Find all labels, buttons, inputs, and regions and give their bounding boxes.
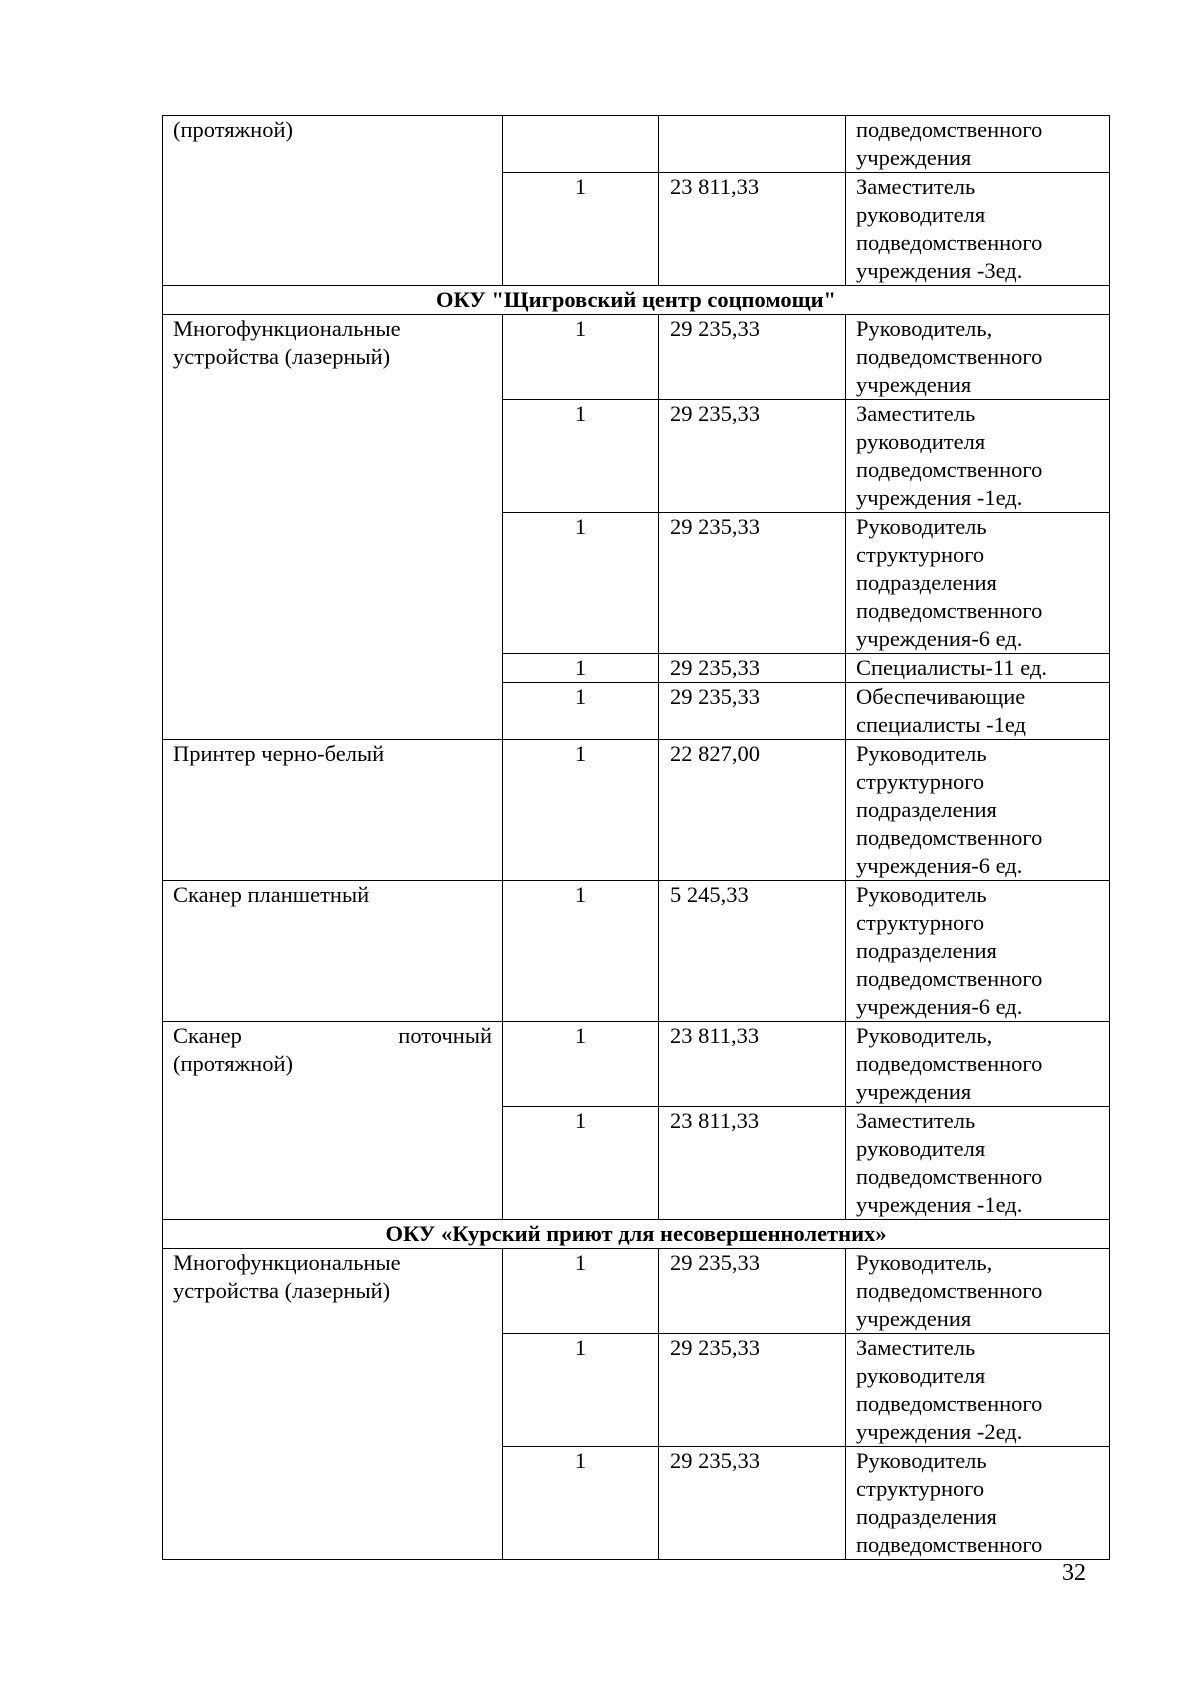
position-cell: Руководитель, подведомственного учреждения [846,315,1110,400]
table-row [163,1249,1110,1334]
item-name-line1 [173,1022,492,1050]
qty-cell: 1 [503,1249,659,1334]
item-name-cell: Принтер черно-белый [163,740,503,881]
price-cell [659,116,846,173]
qty-cell: 1 [503,1022,659,1107]
position-cell: Специалисты-11 ед. [846,654,1110,683]
price-cell: 22 827,00 [659,740,846,881]
position-cell: Обеспечивающие специалисты -1ед [846,683,1110,740]
price-cell: 29 235,33 [659,1249,846,1334]
position-cell: Заместитель руководителя подведомственного учреждения -2ед. [846,1334,1110,1447]
position-cell: Заместитель руководителя подведомственного учреждения -1ед. [846,400,1110,513]
qty-cell: 1 [503,683,659,740]
qty-cell: 1 [503,1107,659,1220]
price-cell: 23 811,33 [659,1022,846,1107]
item-word: поточный [398,1023,492,1048]
qty-cell: 1 [503,1334,659,1447]
price-cell: 29 235,33 [659,683,846,740]
qty-cell [503,116,659,173]
position-cell: Руководитель структурного подразделения подведомственного учреждения-6 ед. [846,740,1110,881]
position-cell: Руководитель, подведомственного учреждения [846,1249,1110,1334]
section-header-row [163,1220,1110,1249]
section-title: ОКУ "Щигровский центр соцпомощи" [163,286,1110,315]
table-row [163,740,1110,881]
item-name-cell: (протяжной) [163,116,503,286]
qty-cell: 1 [503,173,659,286]
item-word: Сканер [173,1023,242,1048]
price-cell: 23 811,33 [659,1107,846,1220]
table-row [163,315,1110,400]
section-title: ОКУ «Курский приют для несовершеннолетних» [163,1220,1110,1249]
item-name-cell: Многофункциональные устройства (лазерный) [163,1249,503,1560]
item-name-line2: (протяжной) [173,1051,293,1076]
page-number: 32 [1062,1560,1086,1586]
item-name-cell: Сканер планшетный [163,881,503,1022]
position-cell: Руководитель структурного подразделения подведомственного учреждения-6 ед. [846,881,1110,1022]
equipment-norms-table [162,115,1110,1560]
qty-cell: 1 [503,400,659,513]
section-header-row [163,286,1110,315]
position-cell: Руководитель, подведомственного учреждения [846,1022,1110,1107]
price-cell: 29 235,33 [659,513,846,654]
position-cell: Заместитель руководителя подведомственного учреждения -3ед. [846,173,1110,286]
price-cell: 29 235,33 [659,1447,846,1560]
table-row [163,881,1110,1022]
price-cell: 29 235,33 [659,1334,846,1447]
table-row [163,116,1110,173]
price-cell: 29 235,33 [659,654,846,683]
table-row [163,1022,1110,1107]
qty-cell: 1 [503,315,659,400]
position-cell: Заместитель руководителя подведомственного учреждения -1ед. [846,1107,1110,1220]
position-cell: Руководитель структурного подразделения подведомственного [846,1447,1110,1560]
qty-cell: 1 [503,1447,659,1560]
price-cell: 5 245,33 [659,881,846,1022]
price-cell: 29 235,33 [659,400,846,513]
position-cell: Руководитель структурного подразделения подведомственного учреждения-6 ед. [846,513,1110,654]
qty-cell: 1 [503,740,659,881]
item-name-cell [163,1022,503,1220]
position-cell: подведомственного учреждения [846,116,1110,173]
qty-cell: 1 [503,513,659,654]
qty-cell: 1 [503,654,659,683]
qty-cell: 1 [503,881,659,1022]
price-cell: 29 235,33 [659,315,846,400]
item-name-cell: Многофункциональные устройства (лазерный) [163,315,503,740]
price-cell: 23 811,33 [659,173,846,286]
